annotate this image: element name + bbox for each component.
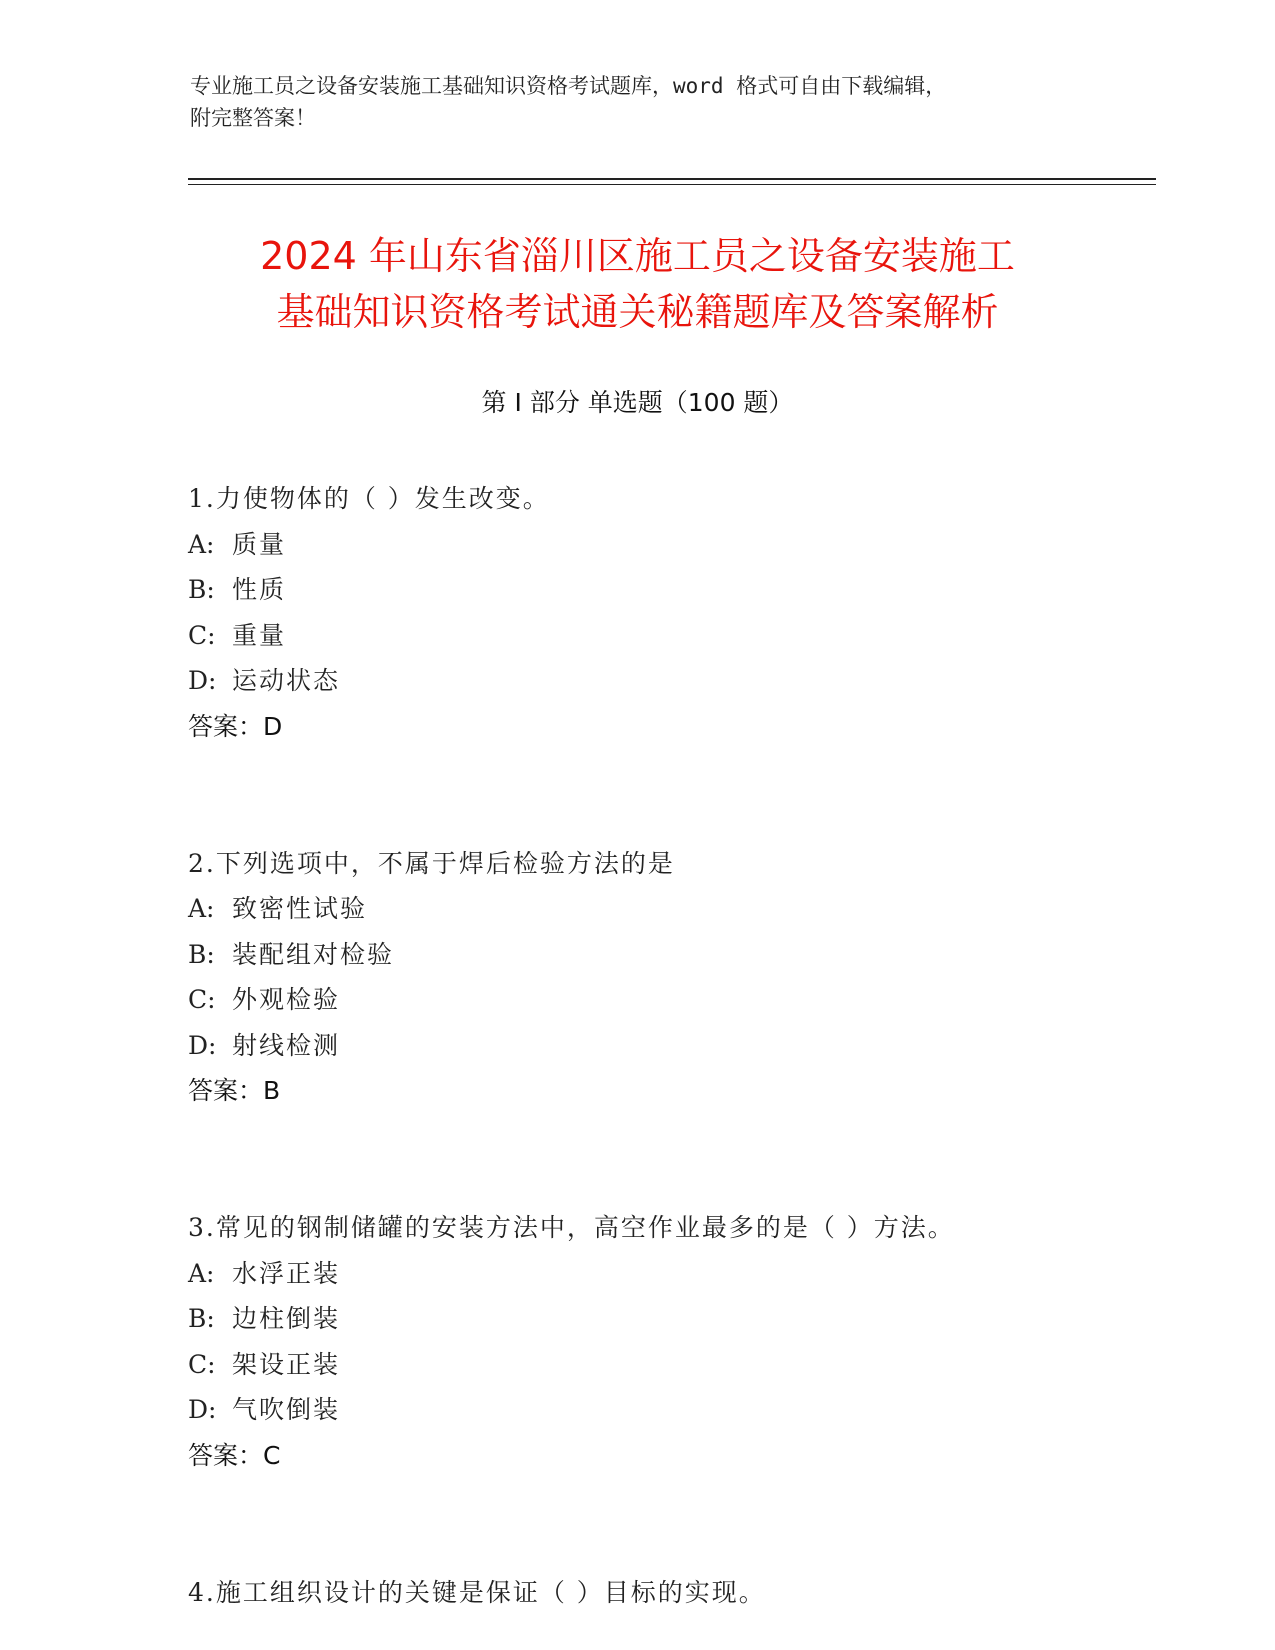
option-key: C: bbox=[188, 620, 216, 650]
question-stem: 3.常见的钢制储罐的安装方法中，高空作业最多的是（ ）方法。 bbox=[188, 1213, 955, 1242]
option-key: A: bbox=[188, 529, 215, 559]
option-key: D: bbox=[188, 666, 217, 695]
option-key: C: bbox=[188, 985, 216, 1014]
option-b bbox=[188, 932, 1148, 978]
option-key: C: bbox=[188, 1349, 216, 1379]
option-a bbox=[188, 886, 1148, 932]
question-list bbox=[188, 476, 1148, 1615]
option-c bbox=[188, 613, 1148, 659]
option-d bbox=[188, 1387, 1148, 1433]
question-spacer bbox=[188, 1478, 1148, 1570]
option-a bbox=[188, 522, 1148, 568]
question-stem: 2.下列选项中，不属于焊后检验方法的是 bbox=[188, 848, 675, 878]
option-d bbox=[188, 658, 1148, 704]
option-d bbox=[188, 1023, 1148, 1069]
option-text: 性质 bbox=[232, 575, 287, 604]
option-key: A: bbox=[188, 894, 215, 923]
option-text: 边柱倒装 bbox=[232, 1304, 341, 1333]
option-key: D: bbox=[188, 1395, 217, 1424]
answer: 答案：D bbox=[188, 711, 283, 741]
header-note bbox=[190, 70, 1090, 134]
answer: 答案：B bbox=[188, 1076, 281, 1105]
document-title bbox=[150, 228, 1125, 340]
option-text: 水浮正装 bbox=[232, 1258, 341, 1288]
answer: 答案：C bbox=[188, 1440, 281, 1470]
question-spacer bbox=[188, 1114, 1148, 1206]
option-key: A: bbox=[188, 1258, 215, 1288]
option-key: B: bbox=[188, 575, 215, 604]
question-1 bbox=[188, 476, 1148, 749]
option-text: 质量 bbox=[232, 529, 287, 559]
section-title: 第 I 部分 单选题（100 题） bbox=[481, 388, 794, 417]
option-text: 运动状态 bbox=[232, 666, 341, 695]
question-stem: 4.施工组织设计的关键是保证（ ）目标的实现。 bbox=[188, 1577, 766, 1607]
header-rule-thin bbox=[188, 184, 1156, 185]
question-spacer bbox=[188, 749, 1148, 841]
option-key: D: bbox=[188, 1030, 217, 1060]
option-text: 重量 bbox=[232, 620, 287, 650]
option-text: 气吹倒装 bbox=[232, 1395, 341, 1424]
header-rule-thick bbox=[188, 178, 1156, 180]
option-a bbox=[188, 1251, 1148, 1297]
option-text: 外观检验 bbox=[232, 985, 341, 1014]
header-note-line-2: 附完整答案！ bbox=[190, 106, 316, 130]
option-c bbox=[188, 1342, 1148, 1388]
document-title-line-2: 基础知识资格考试通关秘籍题库及答案解析 bbox=[276, 290, 999, 334]
option-key: B: bbox=[188, 1304, 215, 1333]
document-title-line-1: 2024 年山东省淄川区施工员之设备安装施工 bbox=[260, 234, 1015, 278]
question-4 bbox=[188, 1570, 1148, 1616]
option-text: 致密性试验 bbox=[232, 894, 368, 923]
option-text: 架设正装 bbox=[232, 1349, 341, 1379]
option-b bbox=[188, 567, 1148, 613]
header-note-line-1: 专业施工员之设备安装施工基础知识资格考试题库，word 格式可自由下载编辑， bbox=[190, 74, 947, 98]
question-3 bbox=[188, 1205, 1148, 1478]
option-text: 射线检测 bbox=[232, 1030, 341, 1060]
question-2 bbox=[188, 841, 1148, 1114]
option-key: B: bbox=[188, 939, 215, 969]
option-text: 装配组对检验 bbox=[232, 939, 395, 969]
question-stem: 1.力使物体的（ ）发生改变。 bbox=[188, 484, 550, 513]
option-c bbox=[188, 977, 1148, 1023]
option-b bbox=[188, 1296, 1148, 1342]
